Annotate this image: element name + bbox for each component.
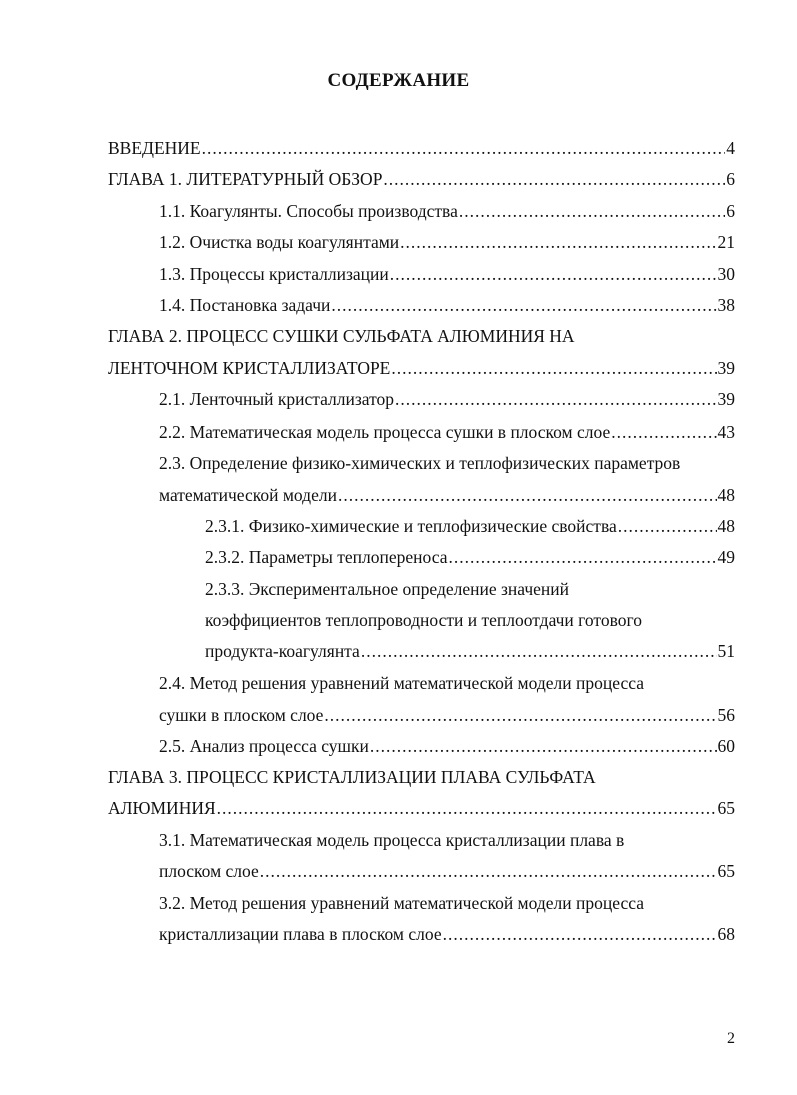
toc-entry: математической модели ..... 48 — [159, 483, 735, 507]
toc-page-number: 4 — [726, 138, 735, 158]
toc-page-number: 48 — [717, 485, 735, 505]
toc-page-number: 49 — [717, 547, 735, 567]
toc-entry: 1.3. Процессы кристаллизации ..... 30 — [159, 262, 735, 286]
toc-page-number: 6 — [726, 169, 735, 189]
toc-entry: 1.4. Постановка задачи ..... 38 — [159, 293, 735, 317]
page-number: 2 — [727, 1030, 735, 1047]
toc-page-number: 39 — [717, 358, 735, 378]
toc-entry-line: 3.1. Математическая модель процесса кристаллизации плава в — [159, 830, 625, 850]
toc-entry: ЛЕНТОЧНОМ КРИСТАЛЛИЗАТОРЕ ..... 39 — [108, 356, 735, 380]
toc-entry: ВВЕДЕНИЕ ..... 4 — [108, 136, 735, 160]
toc-entry: сушки в плоском слое ..... 56 — [159, 703, 735, 727]
toc-entry-line: коэффициентов теплопроводности и теплоотдачи готового — [205, 610, 642, 630]
toc-page-number: 68 — [717, 924, 735, 944]
toc-entry-line: ГЛАВА 2. ПРОЦЕСС СУШКИ СУЛЬФАТА АЛЮМИНИЯ НА — [108, 326, 575, 346]
toc-page-number: 30 — [717, 264, 735, 284]
toc-entry: 1.2. Очистка воды коагулянтами ..... 21 — [159, 230, 735, 254]
toc-page-number: 6 — [726, 201, 735, 221]
page-title: СОДЕРЖАНИЕ — [327, 70, 470, 91]
toc-entry: ГЛАВА 1. ЛИТЕРАТУРНЫЙ ОБЗОР ..... 6 — [108, 167, 735, 191]
toc-entry: кристаллизации плава в плоском слое ..... 68 — [159, 922, 735, 946]
toc-entry-line: ГЛАВА 3. ПРОЦЕСС КРИСТАЛЛИЗАЦИИ ПЛАВА СУЛЬФАТА — [108, 767, 596, 787]
toc-entry-line: 3.2. Метод решения уравнений математической модели процесса — [159, 893, 644, 913]
toc-page-number: 21 — [717, 232, 735, 252]
toc-entry: продукта-коагулянта ..... 51 — [205, 639, 735, 663]
toc-entry: АЛЮМИНИЯ ..... 65 — [108, 796, 735, 820]
toc-entry: 2.1. Ленточный кристаллизатор ..... 39 — [159, 387, 735, 411]
toc-entry-line: 2.3. Определение физико-химических и теплофизических параметров — [159, 453, 681, 473]
toc-page-number: 65 — [717, 798, 735, 818]
toc-page-number: 60 — [717, 736, 735, 756]
toc-page-number: 48 — [717, 516, 735, 536]
toc-entry: 1.1. Коагулянты. Способы производства ..... 6 — [159, 199, 735, 223]
toc-entry-line: 2.3.3. Экспериментальное определение значений — [205, 579, 570, 599]
toc-page-number: 56 — [717, 705, 735, 725]
toc-entry: плоском слое ..... 65 — [159, 859, 735, 883]
toc-page-number: 65 — [717, 861, 735, 881]
toc-page-number: 51 — [717, 641, 735, 661]
toc-page-number: 39 — [717, 389, 735, 409]
toc-page-number: 43 — [717, 422, 735, 442]
toc-entry: 2.3.1. Физико-химические и теплофизические свойства ..... 48 — [205, 514, 735, 538]
toc-entry: 2.3.2. Параметры теплопереноса ..... 49 — [205, 545, 735, 569]
toc-entry: 2.5. Анализ процесса сушки ..... 60 — [159, 734, 735, 758]
toc-entry-line: 2.4. Метод решения уравнений математической модели процесса — [159, 673, 644, 693]
toc-page-number: 38 — [717, 295, 735, 315]
toc-entry: 2.2. Математическая модель процесса сушки в плоском слое ..... 43 — [159, 420, 735, 444]
